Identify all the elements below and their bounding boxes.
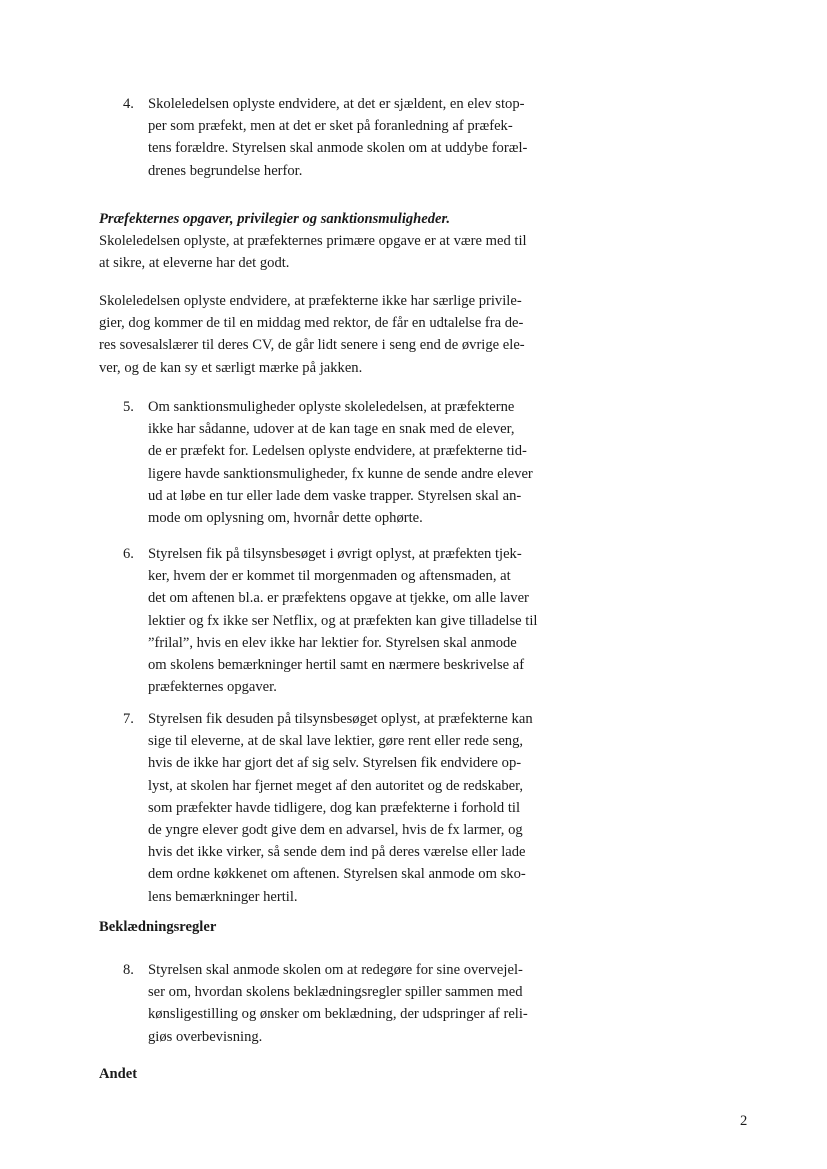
text-line: ligere havde sanktionsmuligheder, fx kunne de sende andre elever	[148, 465, 533, 482]
text-line: sige til eleverne, at de skal lave lektier, gøre rent eller rede seng,	[148, 733, 524, 750]
text-line: lyst, at skolen har fjernet meget af den autoritet og de redskaber,	[148, 777, 524, 794]
text-line: Skoleledelsen oplyste, at præfekternes primære opgave er at være med til	[99, 233, 527, 249]
section-heading-beklaedning: Beklædningsregler	[99, 919, 217, 935]
section-heading-andet: Andet	[99, 1066, 138, 1082]
text-line: det om aftenen bl.a. er præfektens opgave at tjekke, om alle laver	[148, 590, 529, 607]
text-line: om skolens bemærkninger hertil samt en nærmere beskrivelse af	[148, 657, 525, 674]
text-line: ker, hvem der er kommet til morgenmaden og aftensmaden, at	[148, 568, 511, 585]
item-number: 7.	[123, 711, 134, 727]
item-number: 4.	[123, 96, 134, 112]
text-line: ikke har sådanne, udover at de kan tage en snak med de elever,	[148, 421, 515, 438]
text-line: res sovesalslærer til deres CV, de går lidt senere i seng end de øvrige ele-	[99, 337, 525, 354]
section-heading-prefekt: Præfekternes opgaver, privilegier og sanktionsmuligheder.	[99, 211, 451, 227]
item-text	[148, 959, 528, 1048]
text-line: Styrelsen skal anmode skolen om at redegøre for sine overvejel-	[148, 962, 523, 978]
paragraph-prefekt-2	[99, 290, 579, 379]
text-line: tens forældre. Styrelsen skal anmode skolen om at uddybe foræl-	[148, 140, 528, 157]
text-line: ser om, hvordan skolens beklædningsregler spiller sammen med	[148, 984, 523, 1001]
text-line: hvis det ikke virker, så sende dem ind på deres værelse eller lade	[148, 844, 526, 861]
text-line: mode om oplysning om, hvornår dette ophørte.	[148, 510, 423, 527]
item-number: 8.	[123, 962, 134, 978]
text-line: Om sanktionsmuligheder oplyste skoleledelsen, at præfekterne	[148, 399, 515, 415]
text-line: Skoleledelsen oplyste endvidere, at det er sjældent, en elev stop-	[148, 96, 525, 112]
text-line: lektier og fx ikke ser Netflix, og at præfekten kan give tilladelse til	[148, 612, 538, 629]
text-line: kønsligestilling og ønsker om beklædning, der udspringer af reli-	[148, 1006, 528, 1023]
text-line: Styrelsen fik på tilsynsbesøget i øvrigt oplyst, at præfekten tjek-	[148, 546, 522, 562]
paragraph-prefekt-1	[99, 230, 579, 274]
text-line: præfekternes opgaver.	[148, 679, 277, 696]
text-line: ud at løbe en tur eller lade dem vaske trapper. Styrelsen skal an-	[148, 487, 522, 504]
text-line: ”frilal”, hvis en elev ikke har lektier for. Styrelsen skal anmode	[148, 634, 517, 651]
text-line: ver, og de kan sy et særligt mærke på jakken.	[99, 359, 363, 376]
item-text	[148, 93, 527, 182]
text-line: lens bemærkninger hertil.	[148, 888, 298, 905]
text-line: Skoleledelsen oplyste endvidere, at præfekterne ikke har særlige privile-	[99, 293, 522, 309]
item-text	[148, 396, 533, 529]
item-text	[148, 708, 533, 908]
text-line: gier, dog kommer de til en middag med rektor, de får en udtalelse fra de-	[99, 315, 524, 332]
item-number: 5.	[123, 399, 134, 415]
text-line: de er præfekt for. Ledelsen oplyste endvidere, at præfekterne tid-	[148, 443, 527, 460]
item-text	[148, 543, 537, 698]
text-line: som præfekter havde tidligere, dog kan præfekterne i forhold til	[148, 799, 521, 816]
text-line: hvis de ikke har gjort det af sig selv. Styrelsen fik endvidere op-	[148, 755, 522, 772]
text-line: Styrelsen fik desuden på tilsynsbesøget oplyst, at præfekterne kan	[148, 711, 533, 727]
text-line: de yngre elever godt give dem en advarsel, hvis de fx larmer, og	[148, 822, 523, 839]
text-line: per som præfekt, men at det er sket på foranledning af præfek-	[148, 118, 513, 135]
text-line: at sikre, at eleverne har det godt.	[99, 255, 290, 272]
item-number: 6.	[123, 546, 134, 562]
text-line: drenes begrundelse herfor.	[148, 162, 303, 179]
page-number: 2	[740, 1113, 748, 1129]
text-line: dem ordne køkkenet om aftenen. Styrelsen skal anmode om sko-	[148, 866, 526, 883]
text-line: giøs overbevisning.	[148, 1028, 263, 1045]
